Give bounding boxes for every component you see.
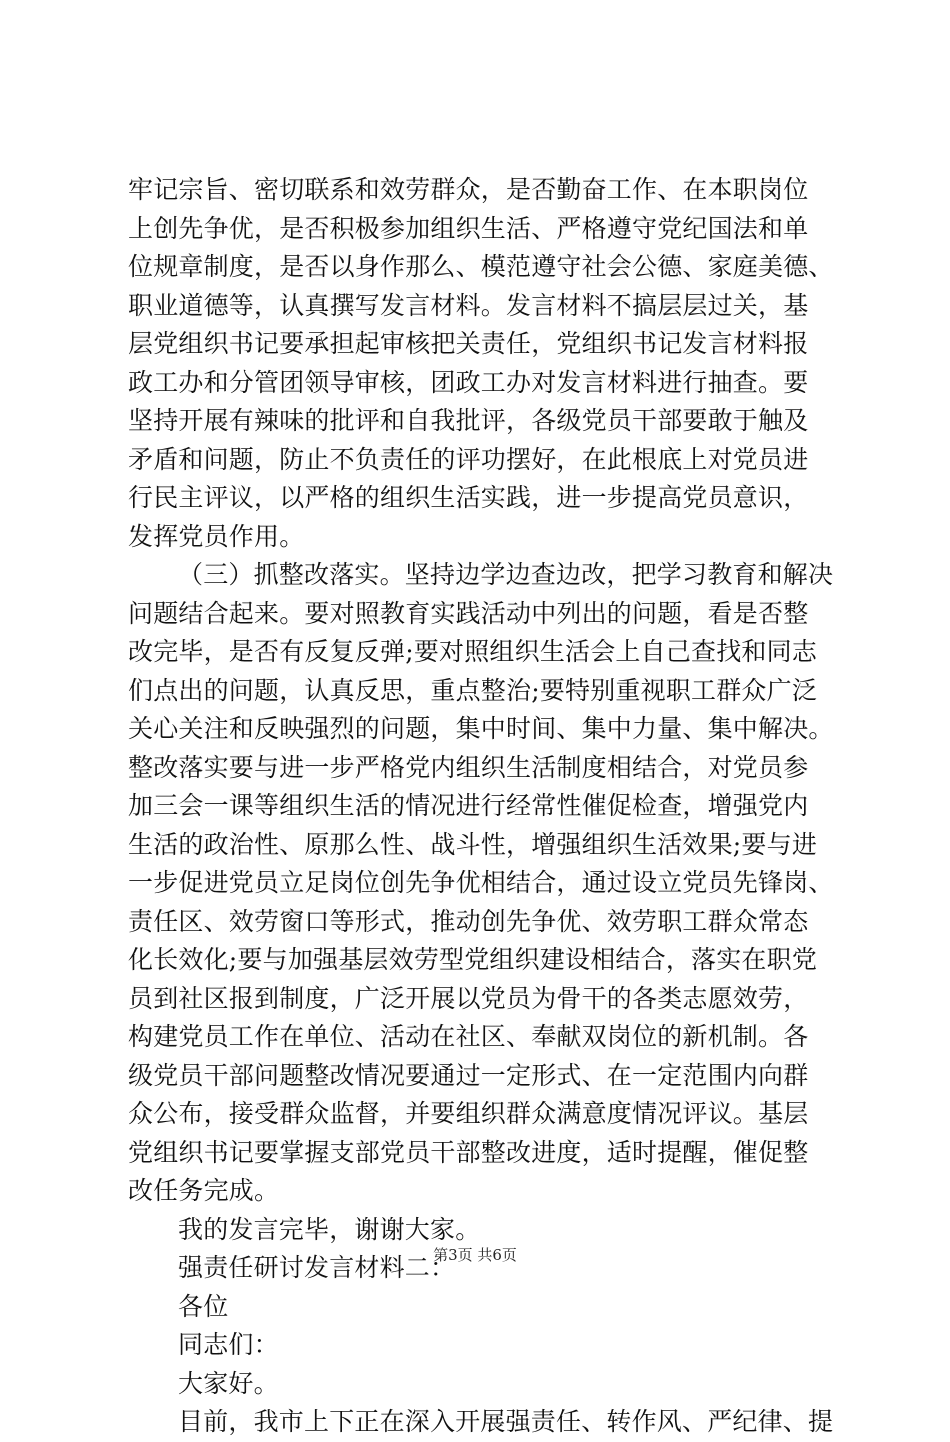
- body-line: 一步促进党员立足岗位创先争优相结合，通过设立党员先锋岗、: [128, 868, 834, 897]
- body-line: 位规章制度，是否以身作那么、模范遵守社会公德、家庭美德、: [128, 252, 834, 281]
- salutation-line: 同志们：: [178, 1330, 279, 1359]
- closing-line: 我的发言完毕，谢谢大家。: [178, 1214, 481, 1244]
- body-line: 职业道德等，认真撰写发言材料。发言材料不搞层层过关，基: [128, 290, 809, 320]
- body-line: 整改落实要与进一步严格党内组织生活制度相结合，对党员参: [128, 752, 809, 782]
- body-line: 众公布，接受群众监督，并要组织群众满意度情况评议。基层: [128, 1099, 809, 1128]
- body-line: 生活的政治性、原那么性、战斗性，增强组织生活效果;要与进: [128, 829, 818, 859]
- greeting-line: 大家好。: [178, 1368, 279, 1398]
- body-line: 发挥党员作用。: [128, 521, 305, 551]
- body-line: 层党组织书记要承担起审核把关责任，党组织书记发言材料报: [128, 329, 809, 358]
- body-line: 上创先争优，是否积极参加组织生活、严格遵守党纪国法和单: [128, 213, 809, 243]
- page-number-footer: 第3页 共6页: [433, 1246, 517, 1264]
- body-line: 目前，我市上下正在深入开展强责任、转作风、严纪律、提: [178, 1407, 834, 1436]
- body-line: 牢记宗旨、密切联系和效劳群众，是否勤奋工作、在本职岗位: [128, 175, 809, 204]
- body-line: 员到社区报到制度，广泛开展以党员为骨干的各类志愿效劳，: [128, 983, 809, 1013]
- body-line: 加三会一课等组织生活的情况进行经常性催促检查，增强党内: [128, 791, 809, 820]
- body-line: 坚持开展有辣味的批评和自我批评，各级党员干部要敢于触及: [128, 406, 809, 435]
- body-line: 矛盾和问题，防止不负责任的评功摆好，在此根底上对党员进: [128, 444, 809, 474]
- body-line: 改完毕，是否有反复反弹;要对照组织生活会上自己查找和同志: [128, 637, 818, 666]
- body-line: 级党员干部问题整改情况要通过一定形式、在一定范围内向群: [128, 1060, 809, 1090]
- body-line: 问题结合起来。要对照教育实践活动中列出的问题，看是否整: [128, 598, 809, 628]
- section-heading-line: （三）抓整改落实。坚持边学边查边改，把学习教育和解决: [178, 560, 834, 589]
- body-line: 们点出的问题，认真反思，重点整治;要特别重视职工群众广泛: [128, 675, 818, 705]
- subheading-line: 强责任研讨发言材料二：: [178, 1253, 456, 1282]
- body-line: 责任区、效劳窗口等形式，推动创先争优、效劳职工群众常态: [128, 906, 809, 936]
- body-line: 党组织书记要掌握支部党员干部整改进度，适时提醒，催促整: [128, 1137, 809, 1167]
- salutation-line: 各位: [178, 1291, 229, 1321]
- body-line: 行民主评议，以严格的组织生活实践，进一步提高党员意识，: [128, 483, 809, 512]
- body-line: 关心关注和反映强烈的问题，集中时间、集中力量、集中解决。: [128, 714, 834, 743]
- body-line: 化长效化;要与加强基层效劳型党组织建设相结合，落实在职党: [128, 945, 818, 974]
- body-line: 政工办和分管团领导审核，团政工办对发言材料进行抽查。要: [128, 367, 809, 397]
- body-line: 构建党员工作在单位、活动在社区、奉献双岗位的新机制。各: [128, 1022, 809, 1051]
- body-line: 改任务完成。: [128, 1176, 280, 1205]
